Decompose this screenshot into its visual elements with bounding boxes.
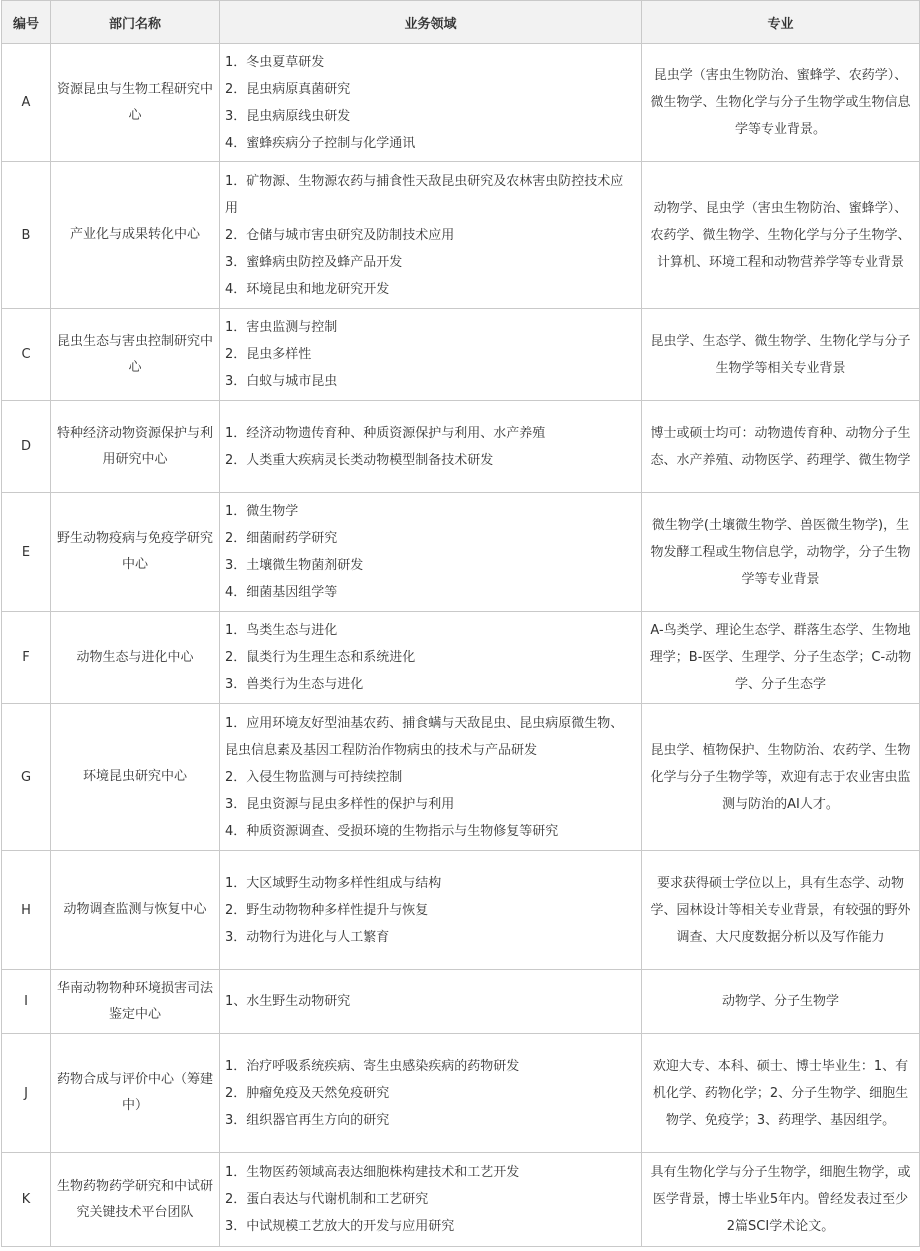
row-specialty: 昆虫学、生态学、微生物学、生物化学与分子生物学等相关专业背景 xyxy=(642,309,920,401)
row-business-areas xyxy=(220,401,642,493)
row-business-areas xyxy=(220,970,642,1034)
business-area-item: 4．种质资源调查、受损环境的生物指示与生物修复等研究 xyxy=(225,823,559,839)
business-area-item: 1．大区域野生动物多样性组成与结构 xyxy=(225,875,442,891)
business-area-item: 4．环境昆虫和地龙研究开发 xyxy=(225,281,390,297)
row-code: G xyxy=(2,704,51,851)
row-department-name: 药物合成与评价中心（筹建中） xyxy=(51,1034,220,1153)
table-row xyxy=(2,970,920,1034)
business-area-item: 1．鸟类生态与进化 xyxy=(225,623,338,638)
row-code: K xyxy=(2,1153,51,1247)
row-code: D xyxy=(2,401,51,493)
business-area-item: 3．土壤微生物菌剂研发 xyxy=(225,558,364,573)
business-area-item: 3．昆虫资源与昆虫多样性的保护与利用 xyxy=(225,796,455,812)
table-row xyxy=(2,1153,920,1247)
row-department-name: 动物调查监测与恢复中心 xyxy=(51,851,220,970)
table-row xyxy=(2,704,920,851)
business-area-item: 2．细菌耐药学研究 xyxy=(225,531,338,546)
header-biz: 业务领域 xyxy=(220,1,642,44)
table-header-row xyxy=(2,1,920,44)
business-area-item: 1．治疗呼吸系统疾病、寄生虫感染疾病的药物研发 xyxy=(225,1058,520,1074)
row-business-areas xyxy=(220,162,642,309)
row-business-areas xyxy=(220,44,642,162)
row-department-name: 产业化与成果转化中心 xyxy=(51,162,220,309)
row-department-name: 动物生态与进化中心 xyxy=(51,612,220,704)
business-area-item: 2．昆虫多样性 xyxy=(225,347,312,362)
row-code: H xyxy=(2,851,51,970)
header-code: 编号 xyxy=(2,1,51,44)
business-area-item: 3．组织器官再生方向的研究 xyxy=(225,1112,390,1128)
business-area-item: 2．昆虫病原真菌研究 xyxy=(225,81,351,97)
row-code: B xyxy=(2,162,51,309)
row-code: I xyxy=(2,970,51,1034)
row-business-areas xyxy=(220,851,642,970)
row-specialty: 昆虫学、植物保护、生物防治、农药学、生物化学与分子生物学等，欢迎有志于农业害虫监测与防治的AI人才。 xyxy=(642,704,920,851)
business-area-item: 2．人类重大疾病灵长类动物模型制备技术研发 xyxy=(225,452,494,468)
table-row xyxy=(2,309,920,401)
business-area-item: 2．蛋白表达与代谢机制和工艺研究 xyxy=(225,1192,429,1207)
business-area-item: 2．鼠类行为生理生态和系统进化 xyxy=(225,650,416,665)
business-area-item: 3．蜜蜂病虫防控及蜂产品开发 xyxy=(225,254,403,270)
business-area-item: 1．微生物学 xyxy=(225,504,299,519)
business-area-item: 1．经济动物遗传育种、种质资源保护与利用、水产养殖 xyxy=(225,425,546,441)
row-department-name: 昆虫生态与害虫控制研究中心 xyxy=(51,309,220,401)
business-area-item: 2．仓储与城市害虫研究及防制技术应用 xyxy=(225,227,455,243)
table-row xyxy=(2,1034,920,1153)
business-area-item: 3．中试规模工艺放大的开发与应用研究 xyxy=(225,1219,455,1234)
row-business-areas xyxy=(220,1153,642,1247)
row-specialty: 欢迎大专、本科、硕士、博士毕业生：1、有机化学、药物化学；2、分子生物学、细胞生物学、免疫学；3、药理学、基因组学。 xyxy=(642,1034,920,1153)
row-business-areas xyxy=(220,704,642,851)
row-specialty: 具有生物化学与分子生物学，细胞生物学，或医学背景，博士毕业5年内。曾经发表过至少2篇SCI学术论文。 xyxy=(642,1153,920,1247)
table-row xyxy=(2,162,920,309)
row-code: C xyxy=(2,309,51,401)
business-area-item: 1．害虫监测与控制 xyxy=(225,320,338,335)
business-area-item: 1．矿物源、生物源农药与捕食性天敌昆虫研究及农林害虫防控技术应用 xyxy=(225,173,624,216)
business-area-item: 3．兽类行为生态与进化 xyxy=(225,677,364,692)
business-area-item: 1、水生野生动物研究 xyxy=(225,994,351,1009)
row-specialty: 昆虫学（害虫生物防治、蜜蜂学、农药学）、微生物学、生物化学与分子生物学或生物信息学等专业背景。 xyxy=(642,44,920,162)
row-department-name: 资源昆虫与生物工程研究中心 xyxy=(51,44,220,162)
table-row xyxy=(2,401,920,493)
row-specialty: 微生物学(土壤微生物学、兽医微生物学)，生物发酵工程或生物信息学，动物学，分子生物学等专业背景 xyxy=(642,493,920,612)
table-body xyxy=(2,44,920,1247)
business-area-item: 2．肿瘤免疫及天然免疫研究 xyxy=(225,1085,390,1101)
row-department-name: 环境昆虫研究中心 xyxy=(51,704,220,851)
row-business-areas xyxy=(220,1034,642,1153)
department-table xyxy=(1,0,920,1247)
table-row xyxy=(2,612,920,704)
header-spec: 专业 xyxy=(642,1,920,44)
row-code: J xyxy=(2,1034,51,1153)
row-specialty: 博士或硕士均可：动物遗传育种、动物分子生态、水产养殖、动物医学、药理学、微生物学 xyxy=(642,401,920,493)
row-business-areas xyxy=(220,309,642,401)
row-specialty: 动物学、昆虫学（害虫生物防治、蜜蜂学）、农药学、微生物学、生物化学与分子生物学、计算机、环境工程和动物营养学等专业背景 xyxy=(642,162,920,309)
table-row xyxy=(2,851,920,970)
row-department-name: 华南动物物种环境损害司法鉴定中心 xyxy=(51,970,220,1034)
row-department-name: 生物药物药学研究和中试研究关键技术平台团队 xyxy=(51,1153,220,1247)
row-code: F xyxy=(2,612,51,704)
business-area-item: 2．入侵生物监测与可持续控制 xyxy=(225,769,403,785)
business-area-item: 3．昆虫病原线虫研发 xyxy=(225,108,351,124)
row-specialty: A-鸟类学、理论生态学、群落生态学、生物地理学；B-医学、生理学、分子生态学；C-动物学、分子生态学 xyxy=(642,612,920,704)
business-area-item: 1．冬虫夏草研发 xyxy=(225,54,325,70)
business-area-item: 1．生物医药领域高表达细胞株构建技术和工艺开发 xyxy=(225,1165,520,1180)
row-business-areas xyxy=(220,612,642,704)
row-code: E xyxy=(2,493,51,612)
row-department-name: 野生动物疫病与免疫学研究中心 xyxy=(51,493,220,612)
business-area-item: 3．动物行为进化与人工繁育 xyxy=(225,929,390,945)
row-department-name: 特种经济动物资源保护与利用研究中心 xyxy=(51,401,220,493)
business-area-item: 4．细菌基因组学等 xyxy=(225,585,338,600)
business-area-item: 1．应用环境友好型油基农药、捕食螨与天敌昆虫、昆虫病原微生物、昆虫信息素及基因工程防治作物病虫的技术与产品研发 xyxy=(225,715,624,758)
row-code: A xyxy=(2,44,51,162)
table-row xyxy=(2,44,920,162)
business-area-item: 4．蜜蜂疾病分子控制与化学通讯 xyxy=(225,135,416,151)
header-dept: 部门名称 xyxy=(51,1,220,44)
row-specialty: 动物学、分子生物学 xyxy=(642,970,920,1034)
business-area-item: 2．野生动物物种多样性提升与恢复 xyxy=(225,902,429,918)
row-specialty: 要求获得硕士学位以上，具有生态学、动物学、园林设计等相关专业背景，有较强的野外调查、大尺度数据分析以及写作能力 xyxy=(642,851,920,970)
row-business-areas xyxy=(220,493,642,612)
business-area-item: 3．白蚁与城市昆虫 xyxy=(225,374,338,389)
table-row xyxy=(2,493,920,612)
